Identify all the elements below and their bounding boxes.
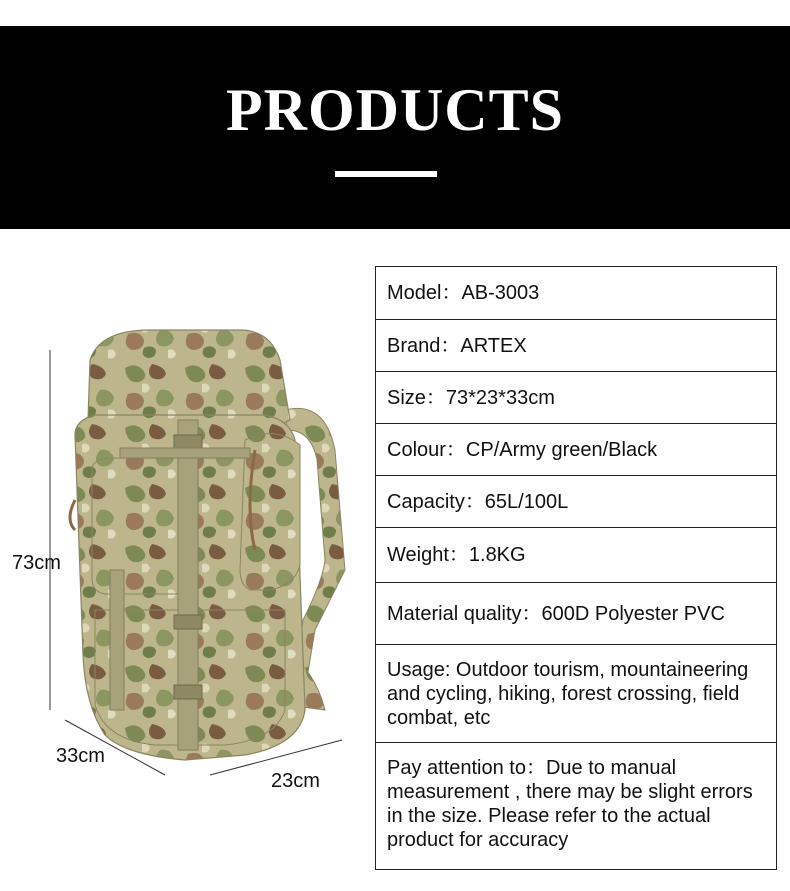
- spec-row-model: [376, 267, 776, 320]
- spec-row-brand: [376, 320, 776, 372]
- height-dimension-label: 73cm: [12, 552, 61, 574]
- spec-size: Size：73*23*33cm: [387, 386, 555, 409]
- spec-row-capacity: [376, 476, 776, 528]
- spec-row-material: [376, 583, 776, 645]
- width-dimension-label: 23cm: [271, 770, 320, 792]
- spec-row-weight: [376, 528, 776, 583]
- banner-underline: [335, 171, 437, 177]
- products-banner: [0, 26, 790, 229]
- spec-colour: Colour：CP/Army green/Black: [387, 438, 658, 461]
- spec-attention: Pay attention to：Due to manual measurement , there may be slight errors in the size. Please refer to the actual product for accuracy: [387, 757, 753, 851]
- depth-dimension-label: 33cm: [56, 745, 105, 767]
- spec-row-size: [376, 372, 776, 424]
- spec-brand: Brand：ARTEX: [387, 334, 527, 357]
- spec-row-attention: [376, 743, 776, 869]
- spec-weight: Weight：1.8KG: [387, 544, 526, 566]
- spec-row-usage: [376, 645, 776, 743]
- spec-row-colour: [376, 424, 776, 476]
- spec-model: Model：AB-3003: [387, 282, 540, 304]
- spec-table: [375, 266, 777, 870]
- spec-usage: Usage: Outdoor tourism, mountaineering and cycling, hiking, forest crossing, field combat, etc: [387, 659, 749, 729]
- banner-title: PRODUCTS: [225, 77, 565, 143]
- spec-material: Material quality：600D Polyester PVC: [387, 602, 725, 625]
- spec-capacity: Capacity：65L/100L: [387, 490, 569, 513]
